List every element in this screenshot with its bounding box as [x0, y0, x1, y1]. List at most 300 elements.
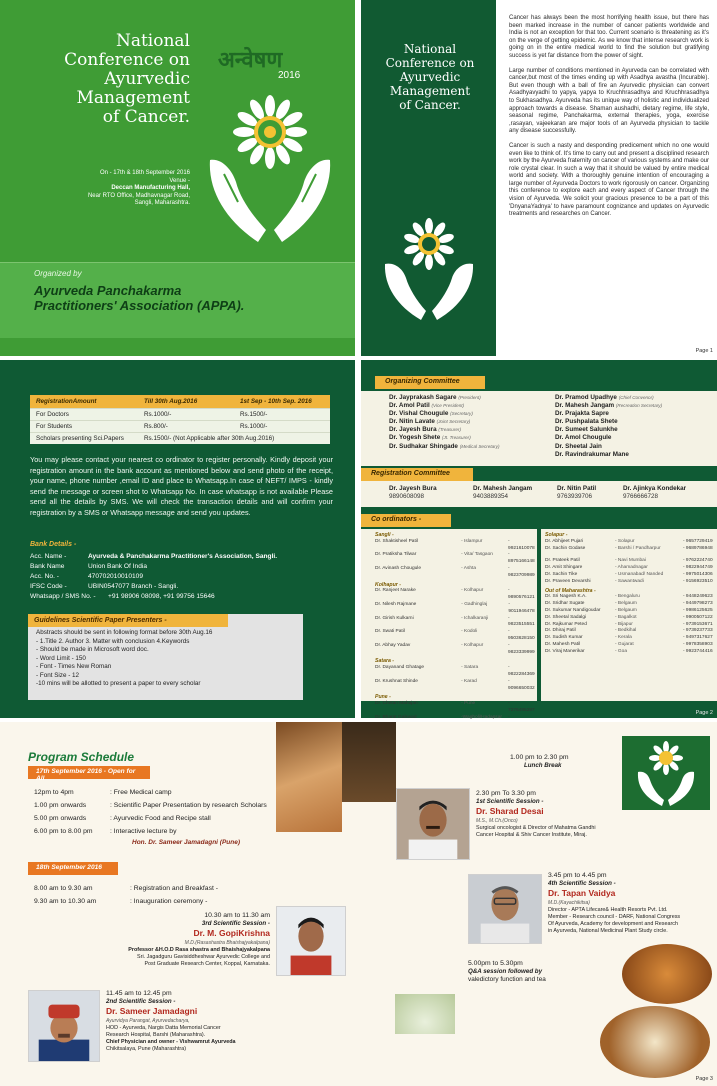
speaker-qualification: M.S., M.Ch.(Onco): [476, 818, 518, 824]
registration-member: [389, 485, 437, 501]
registration-member: [557, 485, 596, 501]
bank-value: Union Bank Of India: [88, 563, 148, 570]
list-item: [375, 643, 537, 657]
list-item: [545, 608, 717, 615]
bank-row: [30, 572, 277, 582]
schedule-event: : Free Medical camp: [110, 789, 172, 796]
schedule-time: 9.30 am to 10.30 am: [34, 898, 97, 905]
list-item: [545, 539, 717, 546]
coord-city: - Karad: [461, 678, 477, 684]
schedule-time: 1.00 pm onwards: [34, 802, 87, 809]
coord-phone: - 9986125625: [683, 607, 713, 613]
coord-name: Dr. Pratiksha Tilwar: [375, 552, 417, 558]
member-name: Dr. Yogesh Shete: [389, 434, 441, 442]
coord-city: - Ashta: [461, 565, 477, 571]
coord-phone: - 7276495287: [508, 701, 535, 713]
speaker-vaidya-photo: [468, 874, 542, 944]
speaker-qualification: Ayurvidya Parangat, Ayurvedacharya,: [106, 1018, 190, 1024]
coord-city: - Bengaluru: [615, 594, 640, 600]
hands-flower-icon: [379, 214, 479, 324]
brochure-page-2: [0, 360, 717, 718]
speaker-description: [118, 947, 270, 968]
coord-name: Dr. Sridhar Sugate: [545, 601, 585, 607]
list-item: Abstracts should be sent in following format before 30th Aug.16: [36, 629, 213, 636]
list-item: [545, 615, 717, 622]
coord-phone: - 9689786948: [683, 545, 713, 551]
schedule-item: [34, 882, 274, 895]
coord-city: - Gujarat: [615, 641, 634, 647]
bank-details: [30, 552, 277, 602]
coordinators-heading: Co ordinators -: [361, 514, 451, 527]
bank-details-heading: Bank Details -: [30, 541, 77, 548]
description-line: Member - Research council - DARF, National Congress: [548, 914, 681, 920]
list-item: [389, 394, 539, 402]
organizer-band: [0, 262, 355, 338]
bank-value: +91 98906 08098, +91 99756 15646: [108, 593, 215, 600]
speaker-name: Dr. Tapan Vaidya: [548, 888, 616, 898]
list-item: [389, 418, 539, 426]
shirodhara-image: [276, 722, 342, 832]
member-role: (Vice President): [431, 403, 465, 409]
member-name: Dr. Jayesh Bura: [389, 426, 437, 434]
herbal-bowl-image: [395, 994, 455, 1034]
program-schedule-title: Program Schedule: [28, 750, 135, 764]
registration-member: [623, 485, 686, 501]
coord-name: Dr. Mahesh Patil: [545, 641, 581, 647]
description-line: HOD - Ayurveda, Nargis Datta Memorial Cancer: [106, 1025, 221, 1031]
committee-panel: [361, 360, 717, 718]
anveshan-logo-text: अन्वेषण: [218, 47, 283, 73]
member-role: (Chief Convenor): [618, 395, 654, 400]
bank-row: [30, 592, 277, 602]
bank-key: Bank Name: [30, 563, 65, 570]
coord-phone: - 8975166148: [508, 552, 535, 565]
session-time: 5.00pm to 5.30pm: [468, 960, 523, 967]
day1-schedule: [34, 786, 284, 847]
coord-city: - Kerala: [615, 635, 632, 641]
coord-name: Dr. Nilesh Rajmane: [375, 601, 417, 607]
session-label: Q&A session followed by: [468, 968, 543, 975]
coord-city: - Belgaum: [615, 607, 637, 613]
member-name: Dr. Sheetal Jain: [555, 442, 602, 450]
member-role: (Joint Secretary): [436, 419, 471, 425]
bank-row: [30, 582, 277, 592]
list-item: [375, 602, 537, 616]
list-item: [545, 601, 717, 608]
coord-city: - Vita/ Tasgaon: [461, 552, 493, 558]
member-name: Dr. Pramod Upadhye: [555, 394, 617, 401]
organizing-box: [361, 391, 717, 466]
schedule-event: : Inauguration ceremony -: [130, 898, 208, 905]
organizing-heading: Organizing Committee: [375, 376, 485, 389]
coord-name: Dr. Abhay Yadav: [375, 642, 411, 648]
closing-label: [468, 968, 578, 976]
cover-dates: On - 17th & 18th September 2016: [99, 170, 190, 176]
list-item: [545, 565, 717, 572]
coord-name: Dr. Sachin Tike: [545, 571, 578, 577]
hands-flower-logo-icon: [200, 90, 340, 250]
list-item: [375, 665, 537, 679]
fees-header-row: [30, 395, 330, 408]
coordinators-right-box: [541, 529, 717, 701]
table-row: [30, 408, 330, 420]
region-heading: Kolhapur -: [375, 581, 401, 588]
bank-value: 470702010010109: [88, 573, 144, 580]
member-name: Dr. Pushpalata Shete: [555, 418, 618, 426]
member-name: Dr. Prajakta Sapre: [555, 410, 609, 418]
list-item: [389, 434, 539, 442]
coord-name: Dr. Chetan Mahajan: [375, 701, 418, 707]
member-name: Dr. Sumeet Salunkhe: [555, 426, 618, 434]
session-time: 11.45 am to 12.45 pm: [106, 990, 172, 997]
description-line: Sri. Jagadguru Gavisiddheshwar Ayurvedic College and: [137, 954, 270, 960]
fees-cell: Rs.1500/-: [234, 408, 330, 420]
list-item: - 1.Title 2. Author 3. Matter with conclusion 4.Keywords: [36, 637, 190, 645]
coord-name: Dr. Avinash Chougule: [375, 565, 422, 571]
fees-header: RegistrationAmount: [30, 395, 138, 408]
coord-phone: - 9497317627: [683, 635, 713, 641]
session-2: [106, 990, 276, 1053]
coord-phone: - 9011946478: [508, 601, 535, 614]
fees-cell: For Students: [30, 420, 138, 432]
lunch-break: [510, 754, 610, 770]
coordinators-left-box: [361, 529, 537, 720]
speaker-desai-photo: [396, 788, 470, 860]
bank-value: UBIN0547077 Branch - Sangli.: [88, 583, 179, 590]
list-item: [389, 410, 539, 418]
member-role: (Treasurer): [438, 427, 461, 433]
member-role: (Recreation Secretary): [615, 403, 663, 409]
herbs-jar-image: [342, 722, 396, 802]
schedule-item: [34, 812, 284, 825]
registration-committee-heading: Registration Committee: [361, 468, 473, 481]
member-phone: 9890608098: [389, 493, 425, 500]
list-item: [375, 629, 537, 643]
coord-phone: - 9900507122: [683, 614, 713, 620]
coord-phone: -: [508, 714, 510, 720]
description-line: Post Graduate Research Center, Koppal, Karnataka.: [144, 961, 270, 967]
speaker-qualification: M.D.(Rasashastra Bhaishajyakalpana): [184, 940, 270, 946]
list-item: [555, 418, 710, 426]
list-item: [545, 635, 717, 642]
coord-name: Dr. Sudish Kumar: [545, 635, 583, 641]
bank-key: Whatsapp / SMS No. -: [30, 593, 96, 600]
coord-name: Dr. Bharat Gaikwad: [375, 714, 417, 720]
coord-city: -Wagholi/Hadapsar: [461, 714, 502, 720]
coord-city: - Kolhapur: [461, 642, 484, 648]
session-label: 3rd Scientific Session -: [201, 920, 270, 927]
speaker-name: Dr. Sameer Jamadagni: [106, 1006, 198, 1016]
schedule-item: [34, 799, 284, 812]
day2-schedule: [34, 882, 274, 908]
guidelines-heading: Guidelines Scientific Paper Presenters -: [28, 614, 228, 627]
day1-heading: 17th September 2016 - Open for All: [28, 766, 150, 779]
list-item: [555, 451, 710, 459]
organizer-name: Ayurveda Panchakarma Practitioners' Association (APPA).: [34, 283, 245, 313]
coord-city: - Kolhapur: [461, 588, 484, 594]
page-number: Page 2: [695, 710, 713, 716]
coord-city: - Barshi / Pandharpur: [615, 545, 661, 551]
list-item: [375, 566, 537, 580]
member-name: Dr. Mahesh Jangam: [473, 485, 533, 492]
coord-name: Dr. Swati Patil: [375, 629, 405, 635]
coord-city: - Usmanabad/ Nanded: [615, 571, 664, 577]
list-item: [555, 434, 710, 442]
session-time: 10.30 am to 11.30 am: [204, 912, 270, 919]
list-item: [555, 394, 710, 402]
list-item: [545, 642, 717, 649]
speaker-description: [548, 907, 712, 935]
organizing-left-list: [389, 394, 539, 451]
description-line: in Ayurveda, National Medicinal Plant Study circle.: [548, 928, 668, 934]
speaker-gopikrishna-photo: [276, 906, 346, 976]
coord-city: - Gadhinglaj: [461, 601, 488, 607]
coord-name: Dr. Dhiraj Patil: [545, 628, 576, 634]
schedule-item: [34, 786, 284, 799]
description-line: Chikitsalaya, Pune (Maharashtra): [106, 1046, 186, 1052]
coord-city: - Solapur: [615, 538, 635, 544]
page-number: Page 1: [695, 348, 713, 354]
cover-address-2: Sangli, Maharashtra.: [134, 200, 190, 206]
member-name: Dr. Sudhakar Shingade: [389, 442, 458, 450]
coord-phone: - 9923744416: [683, 648, 713, 654]
coord-phone: - 9890576121: [508, 588, 535, 601]
list-item: [375, 539, 537, 553]
coord-phone: - 9156923510: [683, 578, 713, 584]
list-item: [389, 402, 539, 410]
description-line: Chief Physician and owner - Vishwamrut Ayurveda: [106, 1039, 236, 1045]
organized-by-label: Organized by: [34, 269, 82, 278]
list-item: [545, 546, 717, 553]
brochure-page-1: [0, 0, 717, 356]
page-number: Page 3: [695, 1076, 713, 1082]
organizing-right-list: [555, 394, 710, 459]
bank-key: Acc. Name -: [30, 553, 67, 560]
list-item: [375, 552, 537, 566]
fees-cell: Rs.1500/- (Not Applicable after 30th Aug.2016): [138, 432, 330, 444]
list-item: [389, 426, 539, 434]
schedule-time: 5.00 pm onwards: [34, 815, 87, 822]
coord-city: - Ichalkaranji: [461, 615, 489, 621]
closing-session: [468, 960, 578, 984]
coord-city: - Ahamadnagar: [615, 565, 648, 571]
member-name: Dr. Amol Chougule: [555, 434, 612, 442]
description-line: Of Ayurveda, Academy for development and Research: [548, 921, 678, 927]
coord-city: - Bagalkot: [615, 614, 637, 620]
cover-title: National Conference on Ayurvedic Management of Cancer.: [64, 31, 190, 127]
list-item: [555, 426, 710, 434]
member-name: Dr. Ravindrakumar Mane: [555, 450, 629, 458]
list-item: [375, 679, 537, 693]
list-item: - Should be made in Microsoft word doc.: [36, 646, 149, 653]
coord-name: Dr. Sheetal Sadalgi: [545, 614, 587, 620]
list-item: [375, 588, 537, 602]
coord-city: - Satara: [461, 665, 479, 671]
list-item: [389, 443, 539, 451]
cover-panel: [0, 0, 355, 356]
fees-header: Till 30th Aug.2016: [138, 395, 234, 408]
session-3: [118, 912, 270, 968]
intro-paragraph: Large number of conditions mentioned in Ayurveda can be correlated with cancer,but most of the times ending up with Asadhya avastha (Incurable). But even though with a ball of fire an Ayurvedic physician can convert Asadhyavyadhi to yapya, yapya to Kruchhrasadhya and Kruchhrasadhya to Sukhasadhya. Ayurveda has its unique way of holistic and individualized approach towards a disease. Shaman aushadhi, dietary regime, life style, seasonal regime, Panchakarma, external therapies, yoga, exercise ,rasayan, vajeekaran are major tools of an Ayurveda physician to tackle any disease successfully.: [509, 67, 709, 135]
fees-cell: Rs.1000/-: [234, 420, 330, 432]
list-item: - Font - Times New Roman: [36, 663, 112, 670]
coord-city: - Pune: [461, 701, 476, 707]
list-item: [555, 410, 710, 418]
coord-phone: - 9448249623: [683, 594, 713, 600]
session-label: Lunch Break: [524, 762, 562, 769]
schedule-event: : Scientific Paper Presentation by research Scholars: [110, 802, 267, 809]
coord-city: - Belgaum: [615, 601, 637, 607]
fees-header: 1st Sep - 10th Sep. 2016: [234, 395, 330, 408]
coord-city: - Islampur: [461, 538, 483, 544]
schedule-event: : Ayurvedic Food and Recipe stall: [110, 815, 211, 822]
coord-phone: - 9822284369: [508, 665, 535, 677]
closing-label-2: valedictory function and tea: [468, 976, 546, 983]
region-heading: Out of Maharashtra -: [545, 587, 596, 594]
region-heading: Sangli -: [375, 532, 394, 538]
coord-phone: - 9823339999: [508, 642, 535, 655]
speaker-description: [476, 825, 636, 839]
member-name: Dr. Amol Patil: [389, 402, 430, 410]
fees-cell: Rs.800/-: [138, 420, 234, 432]
coord-name: Dr. Prateek Patil: [545, 558, 580, 564]
list-item: [375, 616, 537, 630]
registration-committee-box: [361, 481, 717, 507]
member-role: (President): [458, 395, 481, 400]
member-name: Dr. Vishal Chougule: [389, 410, 449, 418]
bank-key: Acc. No. -: [30, 573, 59, 580]
spices-image: [622, 944, 712, 1004]
registration-instructions: You may please contact your nearest co ordinator to register personally. Kindly deposit your registration amount in the bank account as mentioned below and send photo of the receipt, your name, phone number ,email ID and place to Whatsapp.In case of NEFT/ IMPS - kindly send the message or screen shot to Whatsapp No. In case whatsapp is not available Please send all the details by SMS. We will check the transaction details and will confirm your registration by a SMS or Whatsapp message and send you updates.: [30, 455, 333, 517]
intro-paragraph: Cancer has always been the most horrifying health issue, but there has been marked increase in the number of cancer patients worldwide and India is not an exception for that too. Current scenario is threatening as it's on the verge of getting epidemic. As we know that intense research work is going on in the entire medical world to find the solution but gratifying success is yet far distance from the power of sight.: [509, 15, 709, 59]
coord-name: Dr. Viraj Manerikar: [545, 648, 585, 654]
coord-name: Dr. Sukumar Nandigoudar: [545, 607, 601, 613]
cover-event-details: [60, 170, 190, 208]
coord-phone: - 9978358903: [683, 641, 713, 647]
cover-venue: Deccan Manufacturing Hall,: [111, 185, 190, 191]
coord-phone: - 9823709989: [508, 565, 535, 578]
coord-phone: - 9762224740: [683, 558, 713, 564]
coord-name: Dr. Rajkumar Peted: [545, 621, 587, 627]
bank-value: Ayurveda & Panchakarma Practitioner's Association, Sangli.: [88, 553, 278, 560]
member-role: (Jt. Treasurer): [441, 435, 471, 441]
day1-lecturer: Hon. Dr. Sameer Jamadagni (Pune): [132, 839, 241, 846]
schedule-item: [34, 825, 284, 838]
coord-name: Dr. Sachin Godase: [545, 545, 586, 551]
member-name: Dr. Mahesh Jangam: [555, 402, 615, 410]
list-item: [375, 701, 537, 715]
coord-name: Dr. Krushnat Shinde: [375, 678, 418, 684]
schedule-event: : Interactive lecture by: [110, 828, 177, 835]
member-phone: 9763939706: [557, 493, 593, 500]
coord-city: - Goa: [615, 648, 627, 654]
list-item: [545, 572, 717, 579]
fees-cell: Rs.1000/-: [138, 408, 234, 420]
description-line: Director - APTA Lifecare& Health Resorts Pvt. Ltd.: [548, 907, 668, 913]
coord-name: Dr. Amit Shingare: [545, 565, 583, 571]
member-name: Dr. Jayprakash Sagare: [389, 394, 457, 401]
coord-phone: - 9657729419: [683, 538, 713, 544]
speaker-name: Dr. M. GopiKrishna: [193, 928, 270, 938]
cover-venue-label: Venue -: [169, 177, 190, 184]
day2-heading: 18th September 2016: [28, 862, 118, 875]
list-item: [545, 649, 717, 656]
session-label: 4th Scientific Session -: [548, 880, 616, 887]
member-role: (Medical Secretary): [459, 443, 500, 449]
coord-phone: - 9449798273: [683, 601, 713, 607]
coord-phone: - 9975014306: [683, 571, 713, 577]
speaker-description: [106, 1025, 276, 1053]
coord-city: - Navi Mumbai: [615, 558, 646, 564]
schedule-time: 8.00 am to 9.30 am: [34, 885, 93, 892]
logo-year: 2016: [278, 70, 301, 81]
fees-cell: For Doctors: [30, 408, 138, 420]
table-row: [30, 432, 330, 444]
registration-panel: [0, 360, 355, 718]
description-line: Professor &H.O.D Rasa shastra and Bhaishajyakalpana: [128, 947, 270, 953]
inner-title: National Conference on Ayurvedic Management of Cancer.: [385, 42, 475, 112]
schedule-time: 6.00 pm to 8.00 pm: [34, 828, 93, 835]
fees-table: [30, 395, 330, 444]
description-line: Surgical oncologist & Director of Mahatma Gandhi: [476, 825, 596, 831]
food-bowls-image: [600, 1006, 710, 1078]
session-4: [548, 872, 712, 935]
coord-name: Dr. Praveen Devarshi: [545, 578, 591, 584]
inner-title-panel: [361, 0, 496, 356]
schedule-item: [34, 895, 274, 908]
bank-key: IFSC Code -: [30, 583, 67, 590]
guidelines-box: [28, 614, 303, 700]
region-heading: Satara -: [375, 658, 395, 665]
bank-row: [30, 562, 277, 572]
coord-phone: - 9739237733: [683, 628, 713, 634]
coord-name: Dr. Abhijeet Pujari: [545, 538, 584, 544]
fees-cell: Scholars presenting Sci.Papers: [30, 432, 138, 444]
speaker-jamadagni-photo: [28, 990, 100, 1062]
speaker-name: Dr. Sharad Desai: [476, 806, 544, 816]
session-time: 3.45 pm to 4.45 pm: [548, 872, 607, 879]
list-item: - Word Limit - 150: [36, 654, 86, 662]
list-item: -10 mins will be allotted to present a paper to every scholar: [36, 680, 201, 687]
schedule-time: 12pm to 4pm: [34, 789, 74, 796]
introduction-text: [509, 15, 709, 226]
member-role: (Secretary): [450, 411, 473, 417]
coord-phone: - 9503628150: [508, 629, 535, 641]
region-heading: Pune -: [375, 694, 391, 701]
coord-phone: - 9739153671: [683, 621, 713, 627]
member-phone: 9403889354: [473, 493, 509, 500]
coord-city: - Kodoli: [461, 629, 478, 635]
list-item: [555, 443, 710, 451]
brochure-page-3: [0, 722, 717, 1086]
coord-city: - Sawantwadi: [615, 578, 644, 584]
coord-name: Dr. Sri Nagesh K.A.: [545, 594, 587, 600]
region-heading: Solapur -: [545, 532, 568, 538]
member-name: Dr. Nitin Lavate: [389, 418, 435, 426]
registration-member: [473, 485, 532, 501]
coord-phone: - 9921610078: [508, 538, 535, 551]
session-1: [476, 790, 636, 839]
member-name: Dr. Jayesh Bura: [389, 485, 437, 492]
schedule-event: : Registration and Breakfast -: [130, 885, 219, 892]
coord-city: - Bijapur: [615, 621, 633, 627]
coord-phone: - 9823515551: [508, 615, 535, 628]
member-phone: 9766666728: [623, 493, 659, 500]
guidelines-list: [28, 627, 303, 691]
member-name: Dr. Ajinkya Kondekar: [623, 485, 687, 492]
member-name: Dr. Nitin Patil: [557, 485, 597, 492]
coord-name: Dr. Dayanand Ghatage: [375, 665, 425, 671]
